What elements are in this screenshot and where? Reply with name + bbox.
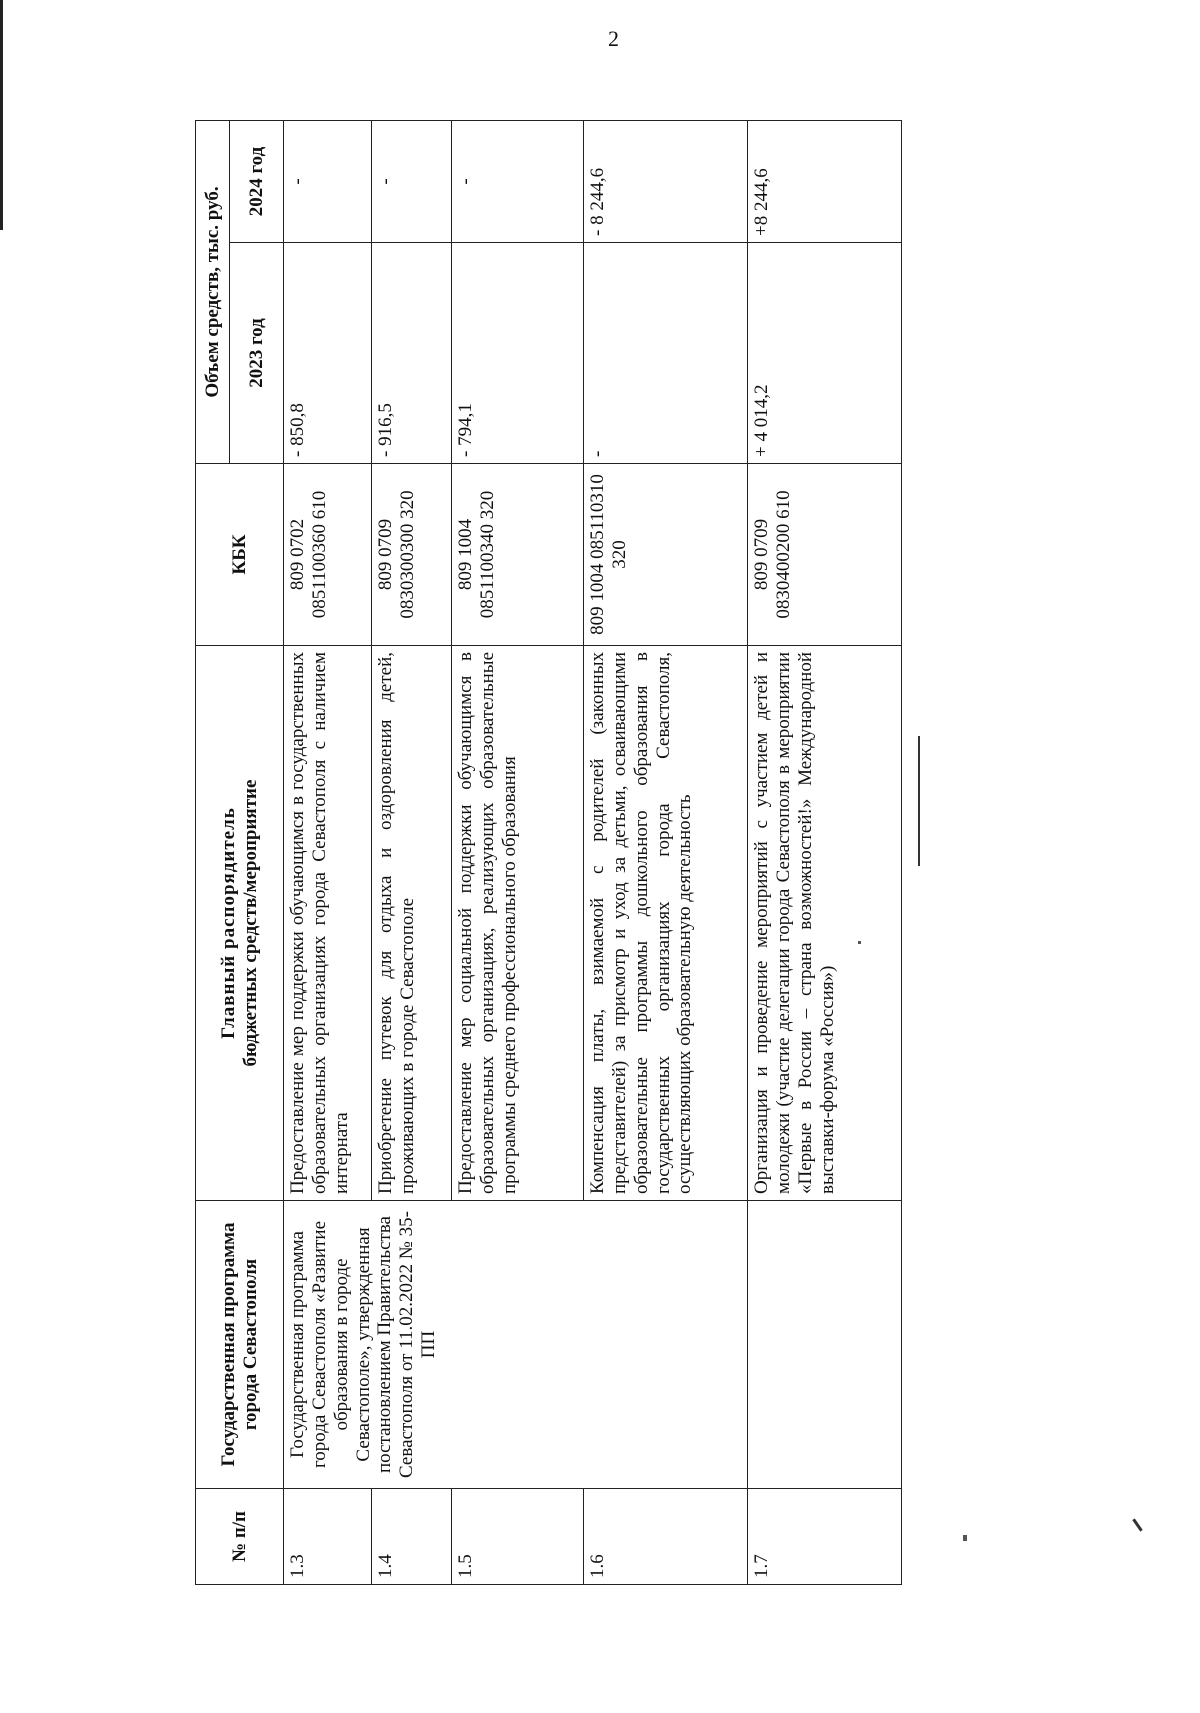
row-2024: - [284,121,372,243]
row-kbk: 809 0709 0830400200 610 [748,464,902,646]
scan-speck [1132,1518,1142,1531]
header-year-2024: 2024 год [230,121,284,243]
row-2023: - 850,8 [284,243,372,464]
budget-table-rotated [195,121,901,1585]
row-num: 1.4 [372,1489,452,1585]
scan-speck [963,1535,967,1541]
program-cell: Государственная программа города Севастополя «Развитие образования в городе Севастополе», утвержденная постановлением Правительства Севастополя от 11.02.2022 № 35-ПП [284,1201,748,1489]
program-cell-empty [748,1201,902,1489]
header-activity-line2: бюджетных средств/мероприятие [239,779,261,1067]
budget-table [195,120,902,1585]
row-2024: - 8 244,6 [584,121,748,243]
page-number: 2 [608,26,619,51]
row-activity: Компенсация платы, взимаемой с родителей (законных представителей) за присмотр и уход за детьми, осваивающими образовательные программы дошкольного образования в государственных организациях города Севастополя, осуществляющих образовательную деятельность [584,646,748,1201]
separator-line [918,736,920,866]
row-kbk: 809 0709 0830300300 320 [372,464,452,646]
row-activity: Предоставление мер социальной поддержки обучающимся в образовательных организациях, реализующих образовательные программы среднего профессионального образования [452,646,584,1201]
row-num: 1.3 [284,1489,372,1585]
header-num: № п/п [196,1489,284,1585]
scan-edge-mark [0,0,3,230]
row-kbk: 809 0702 0851100360 610 [284,464,372,646]
row-2024: +8 244,6 [748,121,902,243]
row-2024: - [452,121,584,243]
header-activity [196,646,284,1201]
row-kbk: 809 1004 0851100340 320 [452,464,584,646]
row-kbk: 809 1004 085110310 320 [584,464,748,646]
row-num: 1.5 [452,1489,584,1585]
table-row [748,121,902,1585]
row-2023: + 4 014,2 [748,243,902,464]
row-2023: - 794,1 [452,243,584,464]
row-num: 1.6 [584,1489,748,1585]
row-activity: Приобретение путевок для отдыха и оздоровления детей, проживающих в городе Севастополе [372,646,452,1201]
row-2023: - 916,5 [372,243,452,464]
row-activity: Организация и проведение мероприятий с участием детей и молодежи (участие делегации города Севастополя в мероприятии «Первые в России – страна возможностей!» Международной выставки-форума «Россия») [748,646,902,1201]
header-program: Государственная программа города Севастополя [196,1201,284,1489]
row-2024: - [372,121,452,243]
header-activity-line1: Главный распорядитель [217,807,239,1039]
row-num: 1.7 [748,1489,902,1585]
header-amount: Объем средств, тыс. руб. [196,121,230,464]
header-kbk: КБК [196,464,284,646]
header-year-2023: 2023 год [230,243,284,464]
row-2023: - [584,243,748,464]
table-row [284,121,372,1585]
row-activity: Предоставление мер поддержки обучающимся в государственных образовательных организациях города Севастополя с наличием интерната [284,646,372,1201]
